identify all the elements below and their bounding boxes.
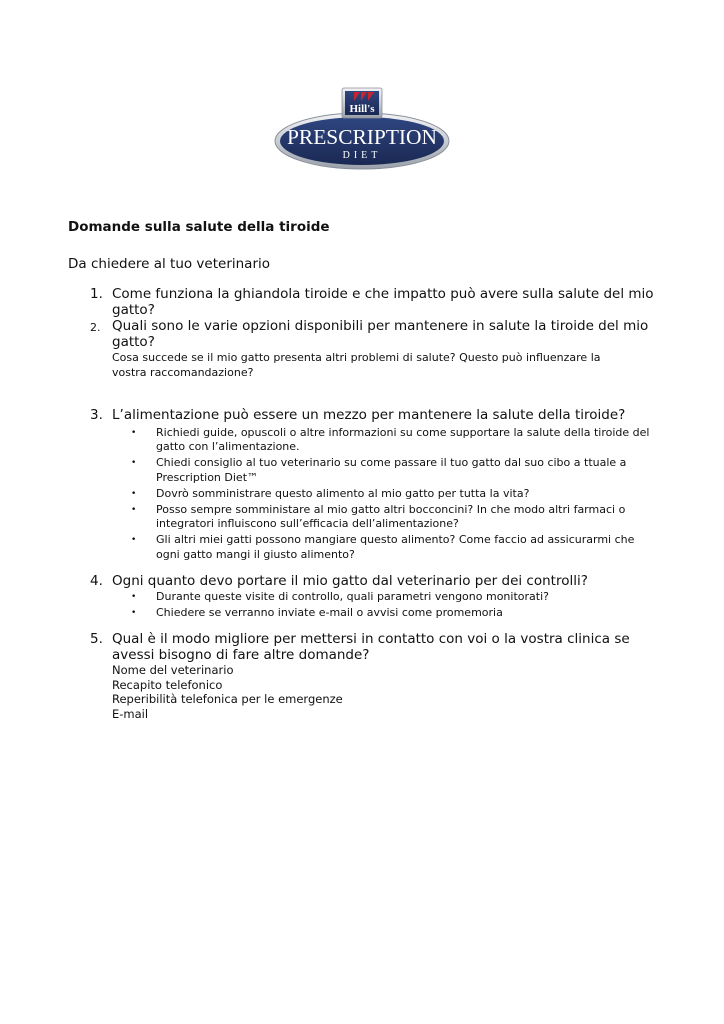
document-body bbox=[68, 218, 668, 721]
question-text: Quali sono le varie opzioni disponibili per mantenere in salute la tiroide del mio gatto? bbox=[112, 318, 649, 350]
question-2 bbox=[68, 319, 668, 380]
question-text: Qual è il modo migliore per mettersi in contatto con voi o la vostra clinica se avessi bisogno di fare altre domande? bbox=[112, 631, 630, 663]
question-4 bbox=[68, 574, 668, 590]
question-5 bbox=[68, 632, 672, 663]
bullet-icon: • bbox=[131, 607, 137, 618]
question-3-bullets bbox=[112, 426, 657, 563]
bullet-text: Gli altri miei gatti possono mangiare questo alimento? Come faccio ad assicurarmi che ogni gatto mangi il giusto alimento? bbox=[156, 533, 635, 561]
question-number: 3. bbox=[90, 407, 103, 423]
bullet-text: Chiedere se verranno inviate e-mail o avvisi come promemoria bbox=[156, 605, 503, 619]
logo-prescription-text: PRESCRIPTION bbox=[287, 125, 437, 149]
list-item bbox=[112, 533, 657, 562]
contact-line-emergency: Reperibilità telefonica per le emergenze bbox=[112, 692, 343, 706]
contact-line-phone: Recapito telefonico bbox=[112, 677, 223, 692]
bullet-text: Richiedi guide, opuscoli o altre informazioni su come supportare la salute della tiroide del gatto con l’alimentazione. bbox=[156, 425, 650, 453]
logo-diet-text: DIET bbox=[342, 150, 382, 161]
list-item bbox=[112, 456, 657, 485]
question-number: 5. bbox=[90, 631, 103, 647]
question-note: Cosa succede se il mio gatto presenta altri problemi di salute? Questo può influenzare la vostra raccomandazione? bbox=[112, 351, 601, 379]
list-item bbox=[112, 606, 657, 621]
bullet-icon: • bbox=[131, 535, 137, 545]
bullet-text: Dovrò somministrare questo alimento al mio gatto per tutta la vita? bbox=[156, 486, 530, 500]
question-4-bullets bbox=[112, 590, 657, 621]
contact-line-vet-name: Nome del veterinario bbox=[112, 663, 234, 677]
list-item bbox=[112, 503, 657, 532]
hills-prescription-diet-logo bbox=[274, 86, 450, 170]
bullet-text: Chiedi consiglio al tuo veterinario su come passare il tuo gatto dal suo cibo a ttuale a Prescription Diet™ bbox=[156, 456, 627, 484]
bullet-icon: • bbox=[131, 504, 137, 515]
bullet-icon: • bbox=[131, 488, 137, 499]
question-3 bbox=[68, 408, 668, 424]
contact-line-email: E-mail bbox=[112, 706, 149, 721]
document-title: Domande sulla salute della tiroide bbox=[68, 219, 330, 235]
question-text: Ogni quanto devo portare il mio gatto dal veterinario per dei controlli? bbox=[112, 573, 588, 589]
question-number: 1. bbox=[90, 286, 103, 302]
bullet-icon: • bbox=[131, 458, 137, 468]
question-number: 2. bbox=[90, 321, 101, 334]
bullet-text: Durante queste visite di controllo, quali parametri vengono monitorati? bbox=[156, 589, 549, 603]
bullet-text: Posso sempre somministare al mio gatto altri bocconcini? In che modo altri farmaci o integratori influiscono sull’efficacia dell’alimentazione? bbox=[156, 502, 626, 530]
list-item bbox=[112, 590, 657, 605]
question-1 bbox=[68, 287, 668, 318]
question-text: Come funziona la ghiandola tiroide e che impatto può avere sulla salute del mio gatto? bbox=[112, 286, 654, 318]
question-number: 4. bbox=[90, 573, 103, 589]
list-item bbox=[112, 426, 657, 455]
bullet-icon: • bbox=[131, 427, 137, 438]
document-subtitle: Da chiedere al tuo veterinario bbox=[68, 256, 271, 272]
contact-details bbox=[68, 663, 668, 721]
question-text: L’alimentazione può essere un mezzo per mantenere la salute della tiroide? bbox=[112, 407, 626, 423]
logo-hills-text: Hill's bbox=[349, 103, 375, 115]
bullet-icon: • bbox=[131, 591, 137, 602]
list-item bbox=[112, 487, 657, 502]
